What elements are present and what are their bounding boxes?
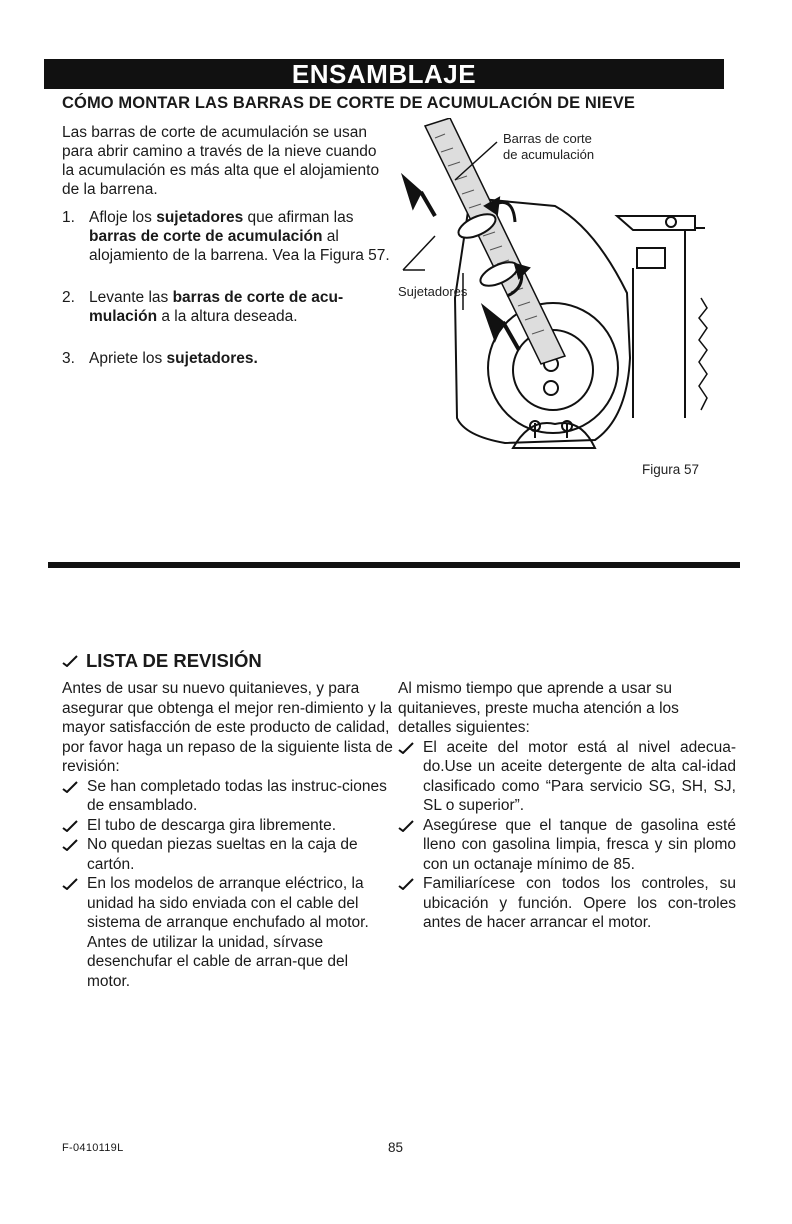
- checkmark-icon: [398, 878, 414, 890]
- assembly-steps: [62, 208, 397, 368]
- checkmark-icon: [62, 655, 78, 667]
- checklist-right-column: [398, 679, 736, 933]
- checklist-left-intro: Antes de usar su nuevo quitanieves, y para asegurar que obtenga el mejor ren-dimiento y la mayor satisfacción de este producto de calidad, por favor haga un repaso de la siguiente lista de revisión:: [62, 680, 393, 775]
- step-bold-term: barras de corte de acumulación: [89, 228, 323, 245]
- step-item: [62, 288, 397, 326]
- step-text: Afloje los: [89, 209, 157, 226]
- checkmark-icon: [62, 820, 78, 832]
- step-number: 3.: [62, 350, 75, 367]
- checklist-item-text: En los modelos de arranque eléctrico, la unidad ha sido enviada con el cable del sistema de arranque enchufado al motor. Antes de utilizar la unidad, sírvase desenchufar el cable de arran-que del motor.: [87, 875, 369, 990]
- document-code: F-0410119L: [62, 1142, 124, 1154]
- checkmark-icon: [398, 742, 414, 754]
- checklist-item-text: Asegúrese que el tanque de gasolina esté lleno con gasolina limpia, fresca y sin plomo con un octanaje mínimo de 85.: [423, 816, 736, 873]
- checklist-item: [62, 777, 394, 816]
- checklist-item-text: Familiarícese con todos los controles, su ubicación y función. Opere los con-troles antes de hacer arrancar el motor.: [423, 875, 736, 931]
- step-text: a la altura deseada.: [157, 308, 298, 325]
- checkmark-icon: [62, 878, 78, 890]
- checklist-item-text: No quedan piezas sueltas en la caja de cartón.: [87, 836, 358, 873]
- checklist-item: [398, 874, 736, 933]
- section-divider: [48, 562, 740, 568]
- checklist-item-text: El tubo de descarga gira libremente.: [87, 816, 337, 834]
- step-text: Apriete los: [89, 350, 167, 367]
- checklist-title-text: LISTA DE REVISIÓN: [86, 650, 262, 671]
- checklist-item-text: El aceite del motor está al nivel adecua-do.Use un aceite detergente de alta cal-idad clasificado como “Para servicio SG, SH, SJ, SL o superior”.: [423, 738, 736, 814]
- checklist-right-intro: Al mismo tiempo que aprende a usar su quitanieves, preste mucha atención a los detalles siguientes:: [398, 680, 679, 736]
- figure-caption: Figura 57: [642, 462, 700, 477]
- checklist-left-column: [62, 679, 394, 991]
- step-bold-term: barras de corte de acu-mulación: [89, 289, 344, 325]
- checklist-item: [62, 816, 394, 836]
- step-number: 2.: [62, 289, 75, 306]
- checklist-item: [62, 835, 394, 874]
- step-text: al alojamiento de la barrena. Vea la Figura 57.: [89, 228, 390, 264]
- figure-label-fasteners: Sujetadores: [398, 284, 468, 299]
- step-text: que afirman las: [243, 209, 354, 226]
- step-item: [62, 208, 397, 265]
- figure-label-shave-bars-line2: de acumulación: [503, 147, 595, 162]
- checklist-heading: [62, 650, 262, 672]
- figure-label-shave-bars: Barras de corte: [503, 131, 592, 146]
- step-item: [62, 349, 397, 368]
- page-number: 85: [388, 1140, 404, 1155]
- checklist-item: [398, 738, 736, 816]
- checkmark-icon: [62, 839, 78, 851]
- section-banner: ENSAMBLAJE: [44, 59, 724, 89]
- step-number: 1.: [62, 209, 75, 226]
- step-bold-term: sujetadores: [156, 209, 244, 226]
- checklist-item: [398, 816, 736, 875]
- section-subheading: CÓMO MONTAR LAS BARRAS DE CORTE DE ACUMULACIÓN DE NIEVE: [62, 94, 635, 112]
- checkmark-icon: [62, 781, 78, 793]
- step-text: Levante las: [89, 289, 173, 306]
- checklist-item: [62, 874, 394, 991]
- intro-paragraph: Las barras de corte de acumulación se usan para abrir camino a través de la nieve cuando la acumulación es más alta que el alojamiento de la barrena.: [62, 124, 380, 198]
- step-bold-term: sujetadores.: [166, 350, 258, 367]
- checkmark-icon: [398, 820, 414, 832]
- checklist-item-text: Se han completado todas las instruc-ciones de ensamblado.: [87, 777, 387, 814]
